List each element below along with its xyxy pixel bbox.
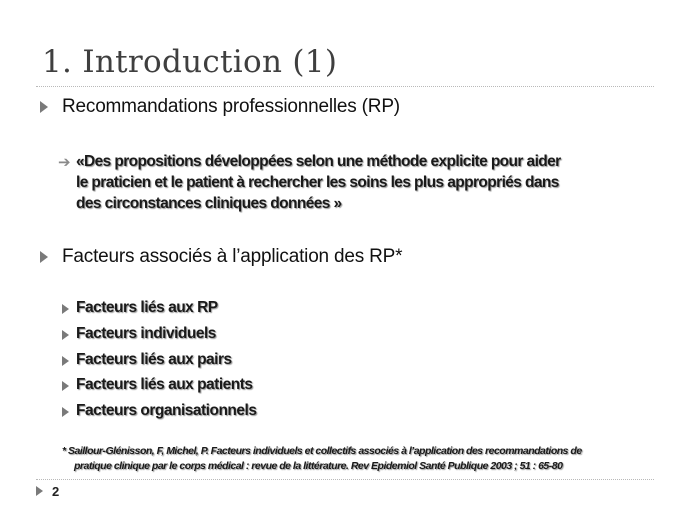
quote-line: «Des propositions développées selon une méthode explicite pour aider — [76, 153, 561, 170]
bullet-facteurs: Facteurs associés à l’application des RP* — [62, 246, 403, 267]
bullet-recommandations: Recommandations professionnelles (RP) — [62, 96, 400, 117]
factor-item: Facteurs liés aux patients — [76, 376, 253, 393]
sub-bullet-triangle-icon — [62, 304, 69, 314]
factor-item: Facteurs organisationnels — [76, 402, 257, 419]
reference-line: * Saillour-Glénisson, F, Michel, P. Facteurs individuels et collectifs associés à l’application des recommandations de — [62, 445, 582, 457]
slide-title: 1. Introduction (1) — [42, 44, 338, 80]
quote-line: des circonstances cliniques données » — [76, 195, 342, 212]
bullet-triangle-icon — [40, 251, 48, 263]
factor-item: Facteurs individuels — [76, 325, 216, 342]
quote-line: le praticien et le patient à rechercher les soins les plus appropriés dans — [76, 174, 559, 191]
sub-bullet-triangle-icon — [62, 407, 69, 417]
footer-triangle-icon — [36, 486, 43, 496]
definition-quote — [76, 151, 656, 214]
sub-bullet-triangle-icon — [62, 330, 69, 340]
reference-line: pratique clinique par le corps médical : revue de la littérature. Rev Epidemiol Santé Publique 2003 ; 51 : 65-80 — [74, 460, 563, 472]
sub-bullet-triangle-icon — [62, 356, 69, 366]
footer-divider — [36, 479, 654, 480]
bullet-triangle-icon — [40, 101, 48, 113]
factor-item: Facteurs liés aux pairs — [76, 351, 232, 368]
factor-item: Facteurs liés aux RP — [76, 299, 218, 316]
title-divider — [36, 86, 654, 87]
sub-bullet-triangle-icon — [62, 381, 69, 391]
page-number: 2 — [52, 484, 60, 499]
reference-footnote — [62, 444, 662, 474]
arrow-right-icon: ➔ — [58, 154, 71, 171]
